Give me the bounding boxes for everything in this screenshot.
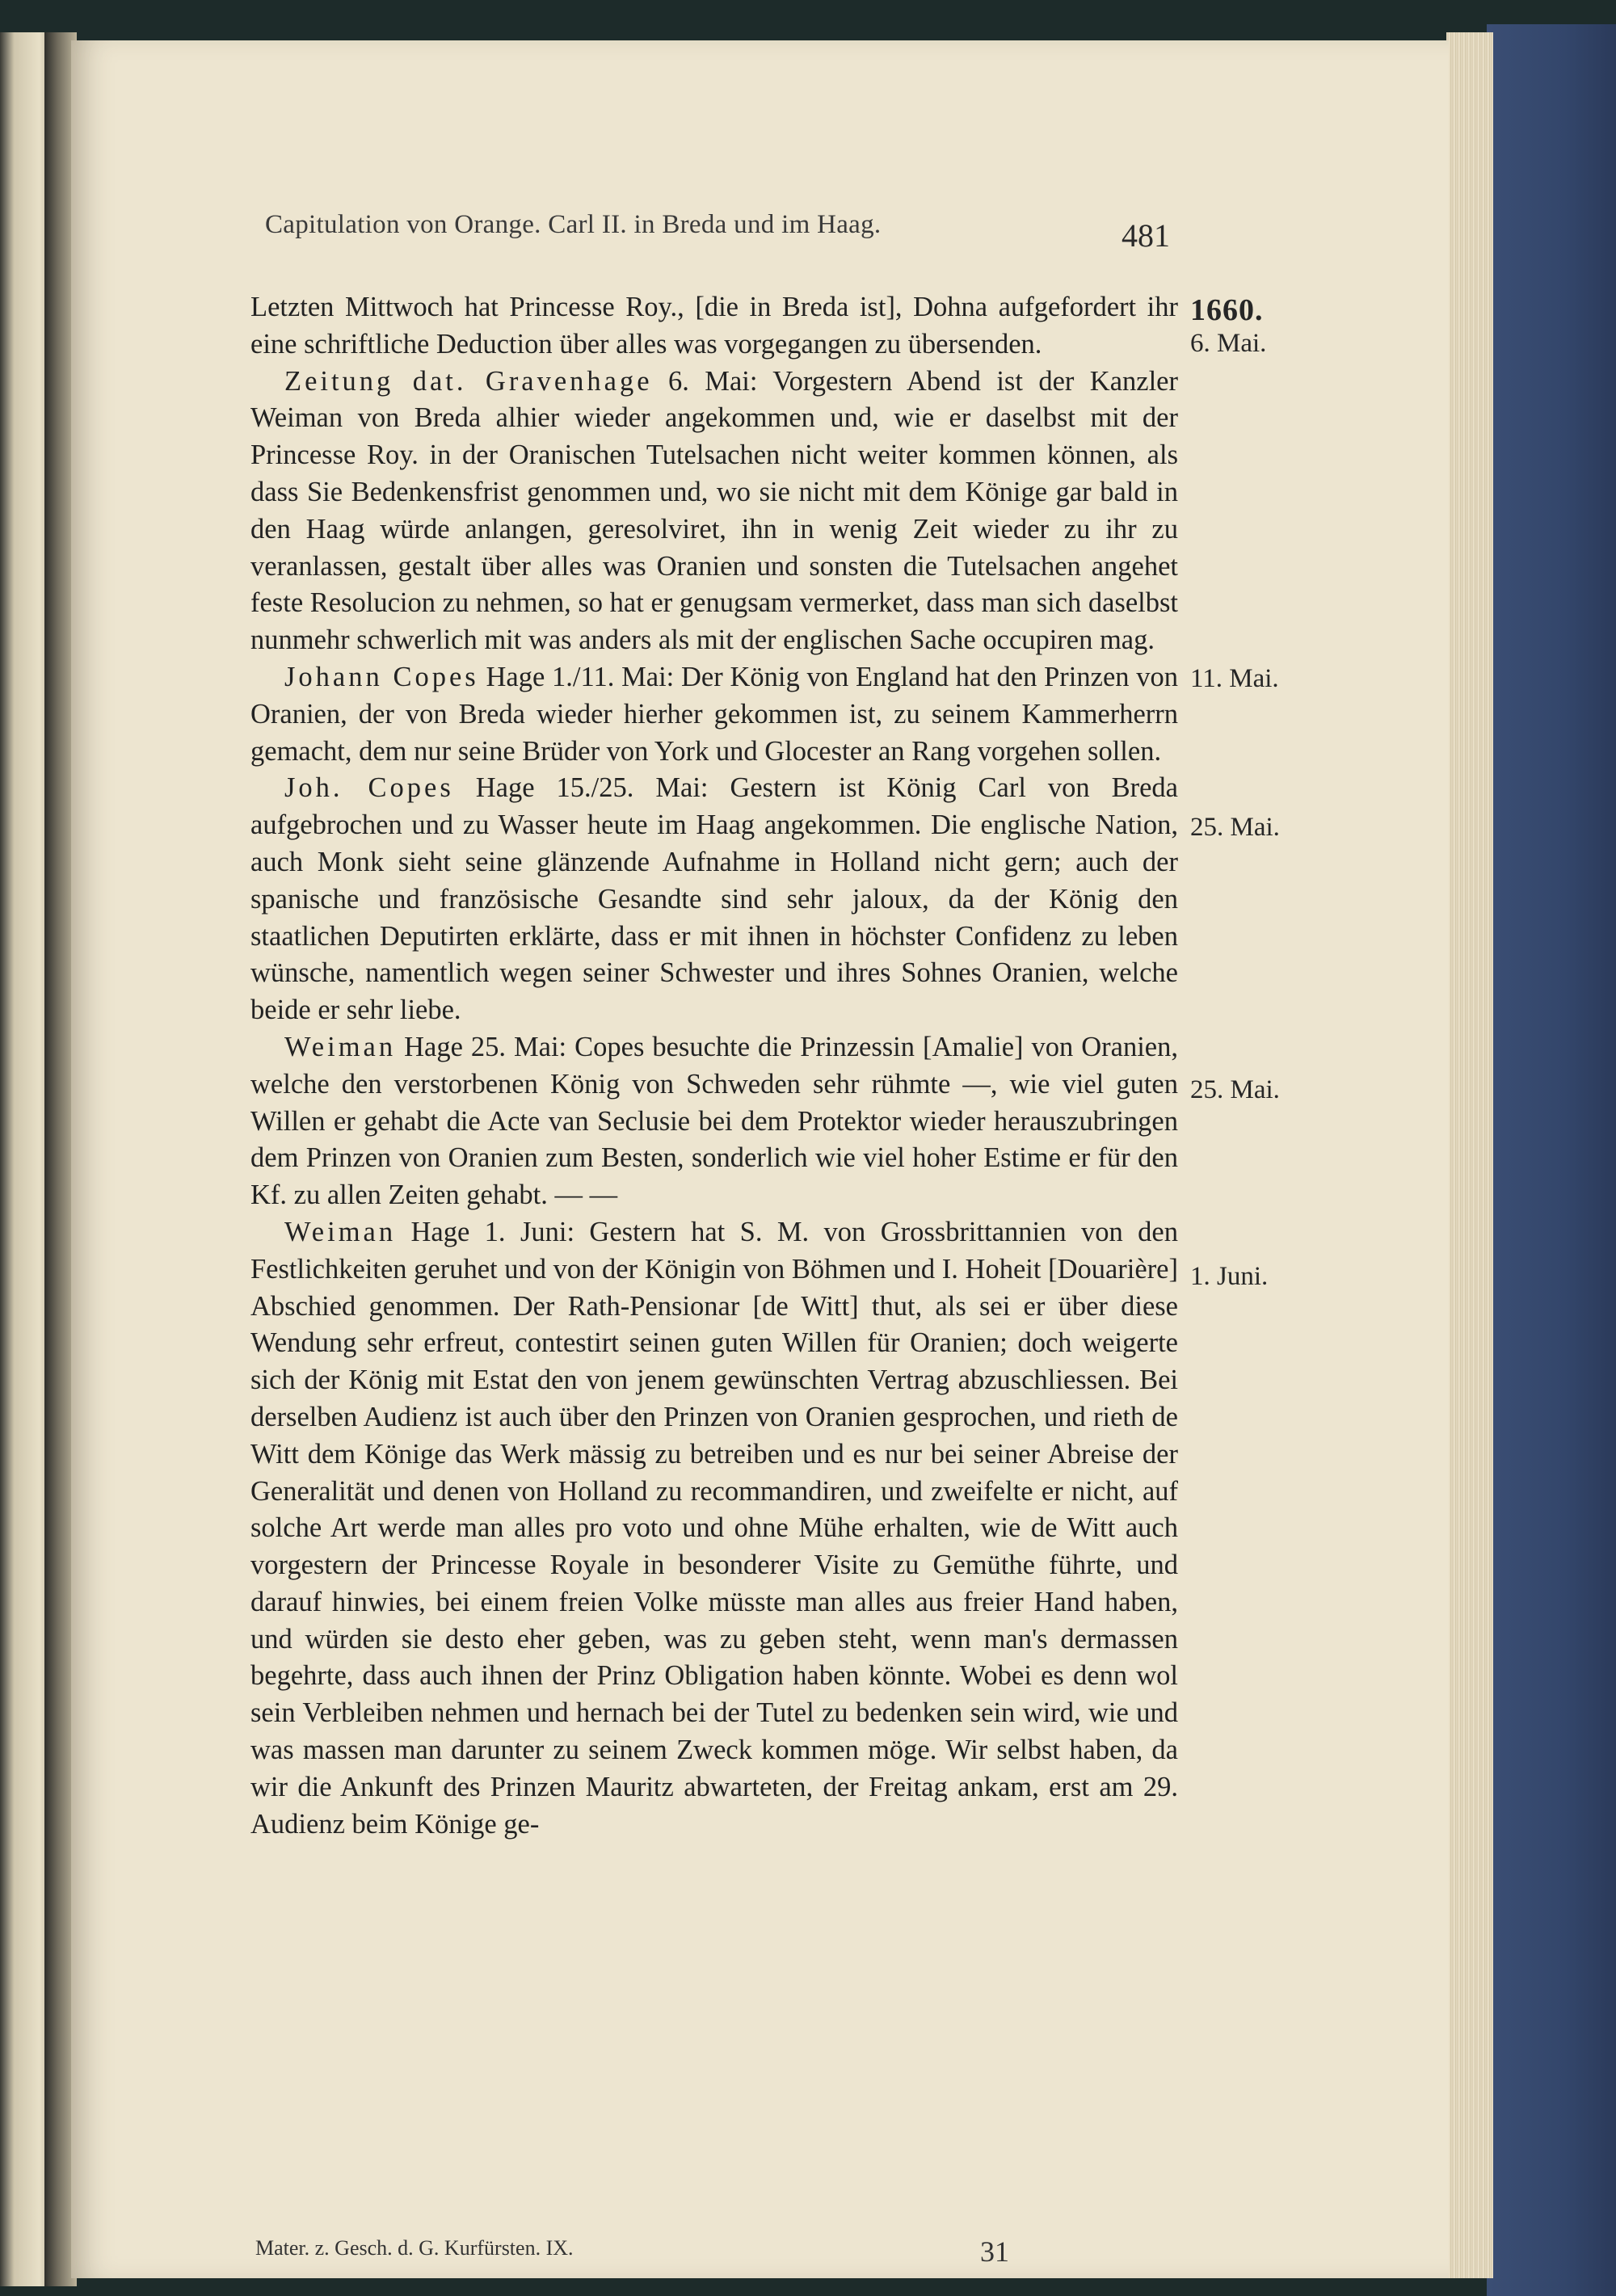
paragraph	[250, 770, 1178, 1029]
paragraph	[250, 364, 1178, 659]
paragraph-text: Hage 15./25. Mai: Gestern ist König Carl von Breda aufgebrochen und zu Wasser heute im Haag angekommen. Die englische Nation, auch Monk sieht seine glänzende Aufnahme in Holland nicht gern; auch der spanische und französische Gesandte sind sehr jaloux, da der König den staatlichen Deputirten erklärte, dass er mit ihnen in höchster Confidenz zu leben wünsche, namentlich wegen seiner Schwester und ihres Sohnes Oranien, welche beide er sehr liebe.	[250, 772, 1178, 1026]
paragraph-text: Hage 1. Juni: Gestern hat S. M. von Grossbrittannien von den Festlichkeiten geruhet und von der Königin von Böhmen und I. Hoheit [Douarière] Abschied genommen. Der Rath-Pensionar [de Witt] thut, als sei er über diese Wendung sehr erfreut, contestirt seinen guten Willen für Oranien; doch weigerte sich der König mit Estat den von jenem gewünschten Vertrag abzuschliessen. Bei derselben Audienz ist auch über den Prinzen von Oranien gesprochen, und rieth de Witt dem Könige das Werk mässig zu betreiben und es nur bei seiner Abreise der Generalität und denen von Holland zu recommandiren, und zweifelte er nicht, auf solche Art werde man alles pro voto und ohne Mühe erhalten, wie de Witt auch vorgestern der Princesse Royale in besonderer Visite zu Gemüthe führte, und darauf hinwies, bei einem freien Volke müsste man alles aus freier Hand haben, und würden sie desto eher geben, was zu geben steht, wenn man's dermassen begehrte, dass auch ihnen der Prinz Obligation haben könnte. Wobei es denn wol sein Verbleiben nehmen und hernach bei der Tutel zu bedenken sein wird, wie und was massen man darunter zu seinem Zweck kommen möge. Wir selbst haben, da wir die Ankunft des Prinzen Mauritz abwarteten, der Freitag ankam, erst am 29. Audienz beim Könige ge-	[250, 1216, 1178, 1840]
margin-date: 11. Mai.	[1190, 664, 1279, 693]
paragraph-lead: Johann Copes	[284, 661, 479, 692]
margin-date: 1. Juni.	[1190, 1262, 1269, 1291]
margin-date: 6. Mai.	[1190, 329, 1267, 358]
paragraph-text: 6. Mai: Vorgestern Abend ist der Kanzler Weiman von Breda alhier wieder angekommen und, wie er daselbst mit der Princesse Roy. in der Oranischen Tutelsachen nicht weiter kommen können, als dass Sie Bedenkensfrist genommen und, wo sie nicht mit dem Könige gar bald in den Haag würde anlangen, geresolviret, ihn in wenig Zeit wieder zu ihr zu veranlassen, gestalt über alles was Oranien und sonsten die Tutelsachen angehet feste Resolucion zu nehmen, so hat er genugsam vermerket, dass man sich daselbst nunmehr schwerlich mit was anders als mit der englischen Sache occupiren mag.	[250, 365, 1178, 656]
paragraph-lead: Joh. Copes	[284, 772, 454, 804]
body-text	[250, 289, 1178, 1843]
paragraph	[250, 659, 1178, 770]
page-edges	[1446, 32, 1493, 2278]
margin-date: 25. Mai.	[1190, 1075, 1280, 1104]
page	[71, 40, 1449, 2278]
paragraph	[250, 1029, 1178, 1214]
paragraph-lead: Zeitung dat. Gravenhage	[284, 365, 653, 397]
running-header: Capitulation von Orange. Carl II. in Breda und im Haag.	[265, 210, 882, 239]
page-number: 481	[1122, 217, 1170, 254]
footer-signature: 31	[980, 2235, 1009, 2268]
paragraph-text: Hage 25. Mai: Copes besuchte die Prinzessin [Amalie] von Oranien, welche den verstorbenen König von Schweden sehr rühmte —, wie viel guten Willen er gehabt die Acte van Seclusie bei dem Protektor wieder herauszubringen dem Prinzen von Oranien zum Besten, sonderlich wie viel hoher Estime er für den Kf. zu allen Zeiten gehabt. — —	[250, 1031, 1178, 1211]
paragraph-lead: Weiman	[284, 1031, 397, 1062]
paragraph	[250, 1214, 1178, 1844]
book-cover	[1487, 24, 1616, 2296]
paragraph-text: Hage 1./11. Mai: Der König von England hat den Prinzen von Oranien, der von Breda wieder hierher gekommen ist, zu seinem Kammerherrn gemacht, dem nur seine Brüder von York und Glocester an Rang vorgehen sollen.	[250, 661, 1178, 767]
margin-year: 1660.	[1190, 293, 1264, 327]
paragraph	[250, 289, 1178, 364]
footer-source: Mater. z. Gesch. d. G. Kurfürsten. IX.	[255, 2236, 574, 2260]
paragraph-lead: Weiman	[284, 1216, 397, 1247]
margin-date: 25. Mai.	[1190, 813, 1280, 842]
paragraph-text: Letzten Mittwoch hat Princesse Roy., [die in Breda ist], Dohna aufgefordert ihr eine schriftliche Deduction über alles was vorgegangen zu übersenden.	[250, 292, 1178, 360]
